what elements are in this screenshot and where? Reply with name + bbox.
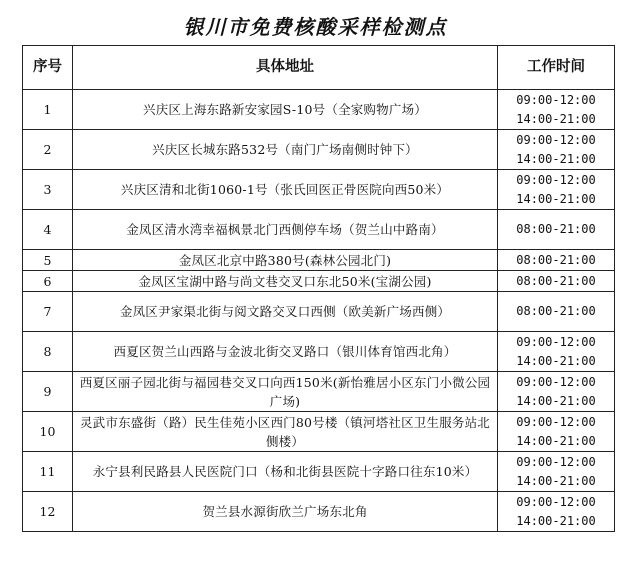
row-num: 7 <box>23 292 73 332</box>
table-row <box>23 210 615 250</box>
table-header-row <box>23 46 615 90</box>
hours-line: 09:00-12:00 <box>516 374 596 389</box>
hours-line: 14:00-21:00 <box>516 473 596 488</box>
header-address: 具体地址 <box>73 46 498 90</box>
table-row <box>23 412 615 452</box>
table-row <box>23 130 615 170</box>
table-row <box>23 332 615 372</box>
table-row <box>23 492 615 532</box>
row-num: 2 <box>23 130 73 170</box>
row-hours <box>498 332 615 372</box>
hours-line: 09:00-12:00 <box>516 334 596 349</box>
row-num: 1 <box>23 90 73 130</box>
row-address: 贺兰县水源街欣兰广场东北角 <box>73 492 498 532</box>
row-address: 兴庆区长城东路532号（南门广场南侧时钟下） <box>73 130 498 170</box>
row-num: 12 <box>23 492 73 532</box>
page-title: 银川市免费核酸采样检测点 <box>183 15 448 39</box>
row-hours <box>498 130 615 170</box>
row-num: 11 <box>23 452 73 492</box>
row-hours <box>498 292 615 332</box>
hours-line: 08:00-21:00 <box>516 222 596 236</box>
table-row <box>23 271 615 292</box>
row-address: 灵武市东盛街（路）民生佳苑小区西门80号楼（镇河塔社区卫生服务站北侧楼） <box>73 412 498 452</box>
table-row <box>23 250 615 271</box>
table-row <box>23 452 615 492</box>
row-num: 6 <box>23 271 73 292</box>
hours-line: 14:00-21:00 <box>516 191 596 206</box>
hours-line: 14:00-21:00 <box>516 393 596 408</box>
row-num: 3 <box>23 170 73 210</box>
hours-line: 09:00-12:00 <box>516 132 596 147</box>
row-hours <box>498 492 615 532</box>
hours-line: 14:00-21:00 <box>516 111 596 126</box>
row-hours <box>498 90 615 130</box>
row-address: 永宁县利民路县人民医院门口（杨和北街县医院十字路口往东10米） <box>73 452 498 492</box>
row-num: 5 <box>23 250 73 271</box>
row-hours <box>498 372 615 412</box>
row-num: 4 <box>23 210 73 250</box>
hours-line: 14:00-21:00 <box>516 353 596 368</box>
row-address: 西夏区贺兰山西路与金波北街交叉路口（银川体育馆西北角） <box>73 332 498 372</box>
row-hours <box>498 412 615 452</box>
hours-line: 08:00-21:00 <box>516 304 596 318</box>
row-num: 10 <box>23 412 73 452</box>
hours-line: 09:00-12:00 <box>516 454 596 469</box>
hours-line: 08:00-21:00 <box>516 252 596 267</box>
hours-line: 14:00-21:00 <box>516 151 596 166</box>
table-row <box>23 292 615 332</box>
hours-line: 09:00-12:00 <box>516 172 596 187</box>
row-address: 金凤区尹家渠北街与阅文路交叉口西侧（欧美新广场西侧） <box>73 292 498 332</box>
row-hours <box>498 210 615 250</box>
row-address: 金凤区清水湾幸福枫景北门西侧停车场（贺兰山中路南） <box>73 210 498 250</box>
testing-sites-table <box>22 45 615 532</box>
header-num: 序号 <box>23 46 73 90</box>
row-num: 8 <box>23 332 73 372</box>
hours-line: 14:00-21:00 <box>516 433 596 448</box>
row-address: 金凤区北京中路380号(森林公园北门) <box>73 250 498 271</box>
table-row <box>23 372 615 412</box>
hours-line: 09:00-12:00 <box>516 494 596 509</box>
header-hours: 工作时间 <box>498 46 615 90</box>
row-hours <box>498 170 615 210</box>
hours-line: 08:00-21:00 <box>516 273 596 288</box>
row-address: 西夏区丽子园北街与福园巷交叉口向西150米(新怡雅居小区东门小微公园广场) <box>73 372 498 412</box>
row-hours <box>498 250 615 271</box>
row-hours <box>498 452 615 492</box>
hours-line: 14:00-21:00 <box>516 513 596 528</box>
row-num: 9 <box>23 372 73 412</box>
row-address: 兴庆区上海东路新安家园S-10号（全家购物广场） <box>73 90 498 130</box>
row-hours <box>498 271 615 292</box>
table-row <box>23 170 615 210</box>
row-address: 兴庆区清和北街1060-1号（张氏回医正骨医院向西50米） <box>73 170 498 210</box>
hours-line: 09:00-12:00 <box>516 414 596 429</box>
table-row <box>23 90 615 130</box>
hours-line: 09:00-12:00 <box>516 92 596 107</box>
row-address: 金凤区宝湖中路与尚文巷交叉口东北50米(宝湖公园) <box>73 271 498 292</box>
